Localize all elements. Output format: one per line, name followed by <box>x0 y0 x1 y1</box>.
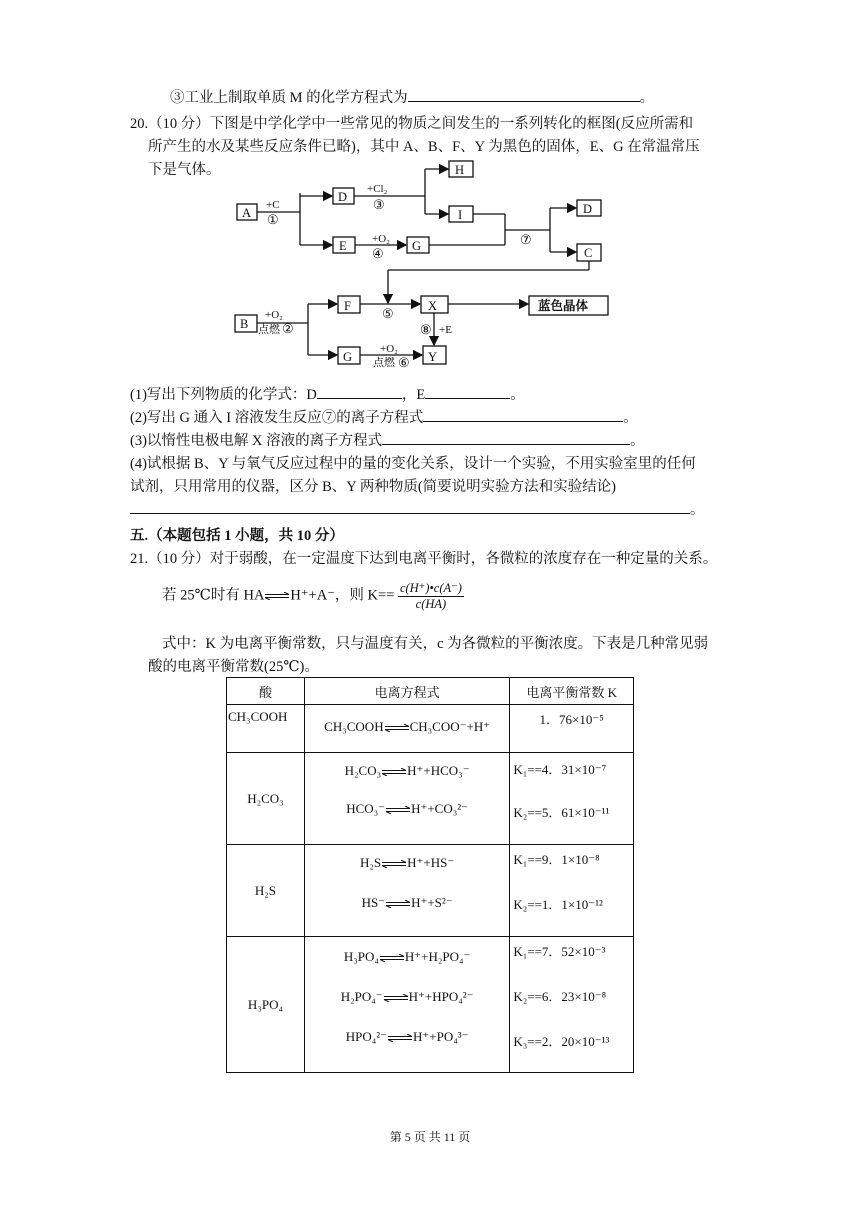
constant-k1: K₁==9．1×10⁻⁸ <box>513 852 600 867</box>
constant-cell <box>510 753 634 845</box>
reaction-flow-diagram <box>220 155 640 380</box>
equation-cell <box>304 705 509 753</box>
equilibrium-arrow-icon <box>381 768 407 776</box>
svg-text:D: D <box>583 202 593 216</box>
svg-text:+O₂: +O₂ <box>380 343 398 355</box>
q20-sub2-text: (2)写出 G 通入 I 溶液发生反应⑦的离子方程式 <box>130 410 424 426</box>
ionization-equation <box>306 855 508 871</box>
equilibrium-arrow-icon <box>385 806 411 814</box>
equilibrium-arrow-icon <box>383 994 409 1002</box>
eq-left: HS⁻ <box>361 895 386 910</box>
table-row <box>227 845 634 937</box>
q21-desc2: 酸的电离平衡常数(25℃)。 <box>148 659 319 675</box>
equilibrium-arrow-icon <box>381 860 407 868</box>
equilibrium-arrow-icon <box>387 1034 413 1042</box>
q20-sub4-line3 <box>130 498 705 519</box>
ionization-equation <box>306 763 508 779</box>
eq-right: H⁺+S²⁻ <box>411 895 453 910</box>
q21-line1: 21.（10 分）对于弱酸，在一定温度下达到电离平衡时，各微粒的浓度存在一种定量的关系。 <box>130 551 718 567</box>
svg-text:⑧: ⑧ <box>420 322 432 337</box>
constant-cell: 1．76×10⁻⁵ <box>510 705 634 753</box>
eq-left: HPO₄²⁻ <box>345 1029 388 1044</box>
equation-cell <box>304 937 509 1073</box>
eq-right: CH₃COO⁻+H⁺ <box>409 719 491 734</box>
answer-blank[interactable] <box>130 499 690 514</box>
q20-sub4-line1: (4)试根据 B、Y 与氧气反应过程中的量的变化关系，设计一个实验，不用实验室里的任何 <box>130 456 696 472</box>
eq-left: H₃PO₄ <box>343 949 379 964</box>
ionization-constant-table <box>226 677 634 1073</box>
q21-equation <box>162 580 464 612</box>
equilibrium-arrow-icon <box>379 954 405 962</box>
acid-cell: CH₃COOH <box>227 705 305 753</box>
ionization-equation <box>306 719 508 735</box>
acid-cell: H₂S <box>227 845 305 937</box>
q20-line3: 下是气体。 <box>148 162 221 178</box>
equation-cell <box>304 753 509 845</box>
ionization-equation <box>306 801 508 817</box>
constant-k1: K₁==7．52×10⁻³ <box>513 944 606 959</box>
table-row <box>227 753 634 845</box>
svg-text:A: A <box>242 206 252 220</box>
svg-text:D: D <box>338 190 348 204</box>
fraction-denominator: c(HA) <box>415 597 447 611</box>
svg-text:X: X <box>428 299 438 313</box>
table-row <box>227 937 634 1073</box>
constant-k2: K₂==5．61×10⁻¹¹ <box>513 805 610 820</box>
q19-item3 <box>170 86 654 107</box>
svg-text:I: I <box>458 208 463 222</box>
eq-right: H⁺+HS⁻ <box>407 855 455 870</box>
q20-sub4-line2: 试剂，只用常用的仪器，区分 B、Y 两种物质(简要说明实验方法和实验结论) <box>130 479 617 495</box>
q20-sub3-text: (3)以惰性电极电解 X 溶液的离子方程式 <box>130 433 383 449</box>
table-header-row <box>227 678 634 705</box>
svg-text:Y: Y <box>428 350 438 364</box>
header-constant: 电离平衡常数 K <box>510 678 634 705</box>
svg-text:B: B <box>240 317 249 331</box>
q19-item3-text: ③工业上制取单质 M 的化学方程式为 <box>170 90 408 106</box>
eq-right: H⁺+H₂PO₄⁻ <box>404 949 471 964</box>
eq-left: H₂CO₃ <box>344 763 382 778</box>
svg-text:⑥: ⑥ <box>398 355 410 370</box>
q20-sub3-end: 。 <box>630 433 645 449</box>
eq-products: H⁺+A⁻，则 K== <box>290 587 395 604</box>
q20-sub1-text-b: ，E <box>401 387 426 403</box>
svg-text:①: ① <box>267 212 279 227</box>
svg-text:G: G <box>412 239 422 253</box>
svg-text:③: ③ <box>373 197 385 212</box>
q21-desc1: 式中：K 为电离平衡常数，只与温度有关，c 为各微粒的平衡浓度。下表是几种常见弱 <box>162 636 709 652</box>
ionization-equation <box>306 1029 508 1045</box>
constant-k2: K₂==1．1×10⁻¹² <box>513 897 603 912</box>
svg-text:+C: +C <box>266 199 280 211</box>
svg-text:+Cl₂: +Cl₂ <box>367 183 388 195</box>
svg-text:E: E <box>339 239 347 253</box>
answer-blank[interactable] <box>408 87 640 102</box>
answer-blank[interactable] <box>423 407 623 422</box>
q20-sub3 <box>130 429 645 450</box>
constant-k2: K₂==6．23×10⁻⁸ <box>513 989 607 1004</box>
ionization-equation <box>306 895 508 911</box>
eq-right: H⁺+HPO₄²⁻ <box>408 989 474 1004</box>
q19-item3-end: 。 <box>639 90 655 106</box>
k-fraction <box>398 580 464 612</box>
header-equation: 电离方程式 <box>304 678 509 705</box>
q20-sub1-text: (1)写出下列物质的化学式：D <box>130 387 317 403</box>
svg-text:蓝色晶体: 蓝色晶体 <box>538 299 589 313</box>
svg-text:②: ② <box>282 321 294 336</box>
svg-text:⑦: ⑦ <box>520 232 532 247</box>
acid-cell: H₂CO₃ <box>227 753 305 845</box>
equilibrium-arrow-icon <box>264 592 290 600</box>
answer-blank-E[interactable] <box>425 384 510 399</box>
svg-text:H: H <box>455 163 465 177</box>
q20-sub2 <box>130 406 638 427</box>
table-row <box>227 705 634 753</box>
eq-right: H⁺+CO₃²⁻ <box>411 801 469 816</box>
svg-text:+O₂: +O₂ <box>372 233 390 245</box>
fraction-numerator: c(H⁺)•c(A⁻) <box>399 581 462 595</box>
eq-left: H₂S <box>360 855 382 870</box>
answer-blank-D[interactable] <box>317 384 402 399</box>
svg-text:点燃: 点燃 <box>258 324 280 336</box>
constant-k3: K₃==2．20×10⁻¹³ <box>513 1034 610 1049</box>
answer-blank[interactable] <box>382 430 630 445</box>
svg-text:⑤: ⑤ <box>382 306 394 321</box>
section-heading: 五.（本题包括 1 小题，共 10 分） <box>130 528 344 544</box>
equilibrium-arrow-icon <box>384 724 410 732</box>
header-acid: 酸 <box>227 678 305 705</box>
svg-text:G: G <box>343 350 353 364</box>
eq-right: H⁺+HCO₃⁻ <box>407 763 470 778</box>
ionization-equation <box>306 989 508 1005</box>
q20-sub1 <box>130 383 525 404</box>
constant-cell <box>510 845 634 937</box>
eq-right: H⁺+PO₄³⁻ <box>413 1029 469 1044</box>
q20-sub1-end: 。 <box>510 387 525 403</box>
svg-text:点燃: 点燃 <box>373 357 395 369</box>
svg-text:④: ④ <box>372 246 384 261</box>
svg-text:F: F <box>344 299 351 313</box>
q20-sub2-end: 。 <box>623 410 638 426</box>
svg-text:+E: +E <box>439 324 452 336</box>
svg-text:+O₂: +O₂ <box>265 309 283 321</box>
eq-left: CH₃COOH <box>324 719 384 734</box>
acid-cell: H₃PO₄ <box>227 937 305 1073</box>
eq-left: HCO₃⁻ <box>346 801 386 816</box>
constant-k1: K₁==4．31×10⁻⁷ <box>513 762 607 777</box>
q20-line1: 20.（10 分）下图是中学化学中一些常见的物质之间发生的一系列转化的框图(反应所需和 <box>130 116 694 132</box>
eq-left: H₂PO₄⁻ <box>340 989 383 1004</box>
constant-cell <box>510 937 634 1073</box>
page-number: 第 5 页 共 11 页 <box>389 1130 471 1144</box>
equation-cell <box>304 845 509 937</box>
equilibrium-arrow-icon <box>385 900 411 908</box>
eq-prefix: 若 25℃时有 HA <box>162 587 265 604</box>
svg-text:C: C <box>584 246 593 260</box>
q20-line2: 所产生的水及某些反应条件已略)，其中 A、B、F、Y 为黑色的固体，E、G 在常温常压 <box>148 139 700 155</box>
q20-sub4-end: 。 <box>690 502 705 518</box>
ionization-equation <box>306 949 508 965</box>
